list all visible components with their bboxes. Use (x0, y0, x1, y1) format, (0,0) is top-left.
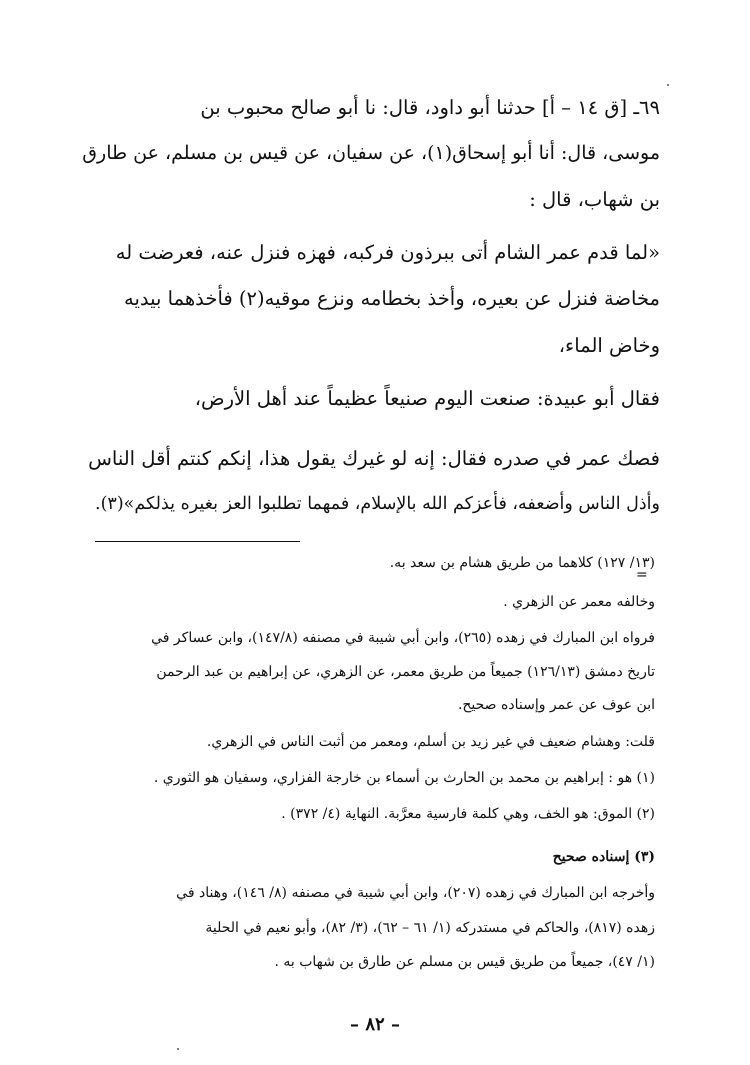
main-text-line: مخاضة فنزل عن بعيره، وأخذ بخطامه ونزع موقيه(٢) فأخذهما بيديه (124, 287, 660, 310)
footnote-line: زهده (٨١٧)، والحاكم في مستدركه (١/ ٦١ – ٦٢)، (٣/ ٨٢)، وأبو نعيم في الحلية (205, 920, 655, 936)
footnote-line: وأخرجه ابن المبارك في زهده (٢٠٧)، وابن أبي شيبة في مصنفه (٨/ ١٤٦)، وهناد في (176, 885, 655, 901)
footnote-3-heading: (٣) إسناده صحيح (552, 849, 655, 865)
footnote-line: (١/ ٤٧)، جميعاً من طريق قيس بن مسلم عن طارق بن شهاب به . (274, 954, 655, 970)
main-text-line: فقال أبو عبيدة: صنعت اليوم صنيعاً عظيماً عند أهل الأرض، (194, 387, 660, 410)
main-text-line: وأذل الناس وأضعفه، فأعزكم الله بالإسلام، فمهما تطلبوا العز بغيره يذلكم»(٣). (95, 494, 660, 514)
footnote-separator (95, 541, 300, 542)
footnote-2: (٢) الموق: هو الخف، وهي كلمة فارسية معرَّبة. النهاية (٤/ ٣٧٢) . (281, 806, 655, 822)
main-text-line: بن شهاب، قال : (529, 188, 660, 211)
footnote-continuation-mark: = (636, 567, 648, 583)
footnote-line: ابن عوف عن عمر وإسناده صحيح. (457, 697, 655, 713)
footnote-line: قلت: وهشام ضعيف في غير زيد بن أسلم، ومعمر من أثبت الناس في الزهري. (206, 734, 655, 750)
footnote-line: تاريخ دمشق (١٢٦/١٣) جميعاً من طريق معمر، عن الزهري، عن إبراهيم بن عبد الرحمن (156, 664, 655, 680)
footnote-line: (١٣/ ١٢٧) كلاهما من طريق هشام بن سعد به. (389, 555, 655, 571)
main-text-line: «لما قدم عمر الشام أتى ببرذون فركبه، فهزه فنزل عنه، فعرضت له (115, 241, 660, 264)
footnote-line: وخالفه معمر عن الزهري . (503, 594, 655, 610)
main-text-line: موسى، قال: أنا أبو إسحاق(١)، عن سفيان، عن قيس بن مسلم، عن طارق (82, 142, 660, 164)
main-text-line: وخاض الماء، (558, 334, 660, 357)
main-text-line: ٦٩ـ [ق ١٤ – أ] حدثنا أبو داود، قال: نا أبو صالح محبوب بن (200, 96, 660, 119)
footnote-line: فرواه ابن المبارك في زهده (٢٦٥)، وابن أبي شيبة في مصنفه (١٤٧/٨)، وابن عساكر في (151, 630, 655, 646)
page-number: – ٨٢ – (350, 1014, 400, 1035)
scan-speck (177, 1048, 179, 1050)
main-text-line: فصك عمر في صدره فقال: إنه لو غيرك يقول هذا، إنكم كنتم أقل الناس (88, 447, 660, 470)
scan-speck (667, 84, 669, 86)
footnote-1: (١) هو : إبراهيم بن محمد بن الحارث بن أسماء بن خارجة الفزاري، وسفيان هو الثوري . (153, 770, 655, 786)
